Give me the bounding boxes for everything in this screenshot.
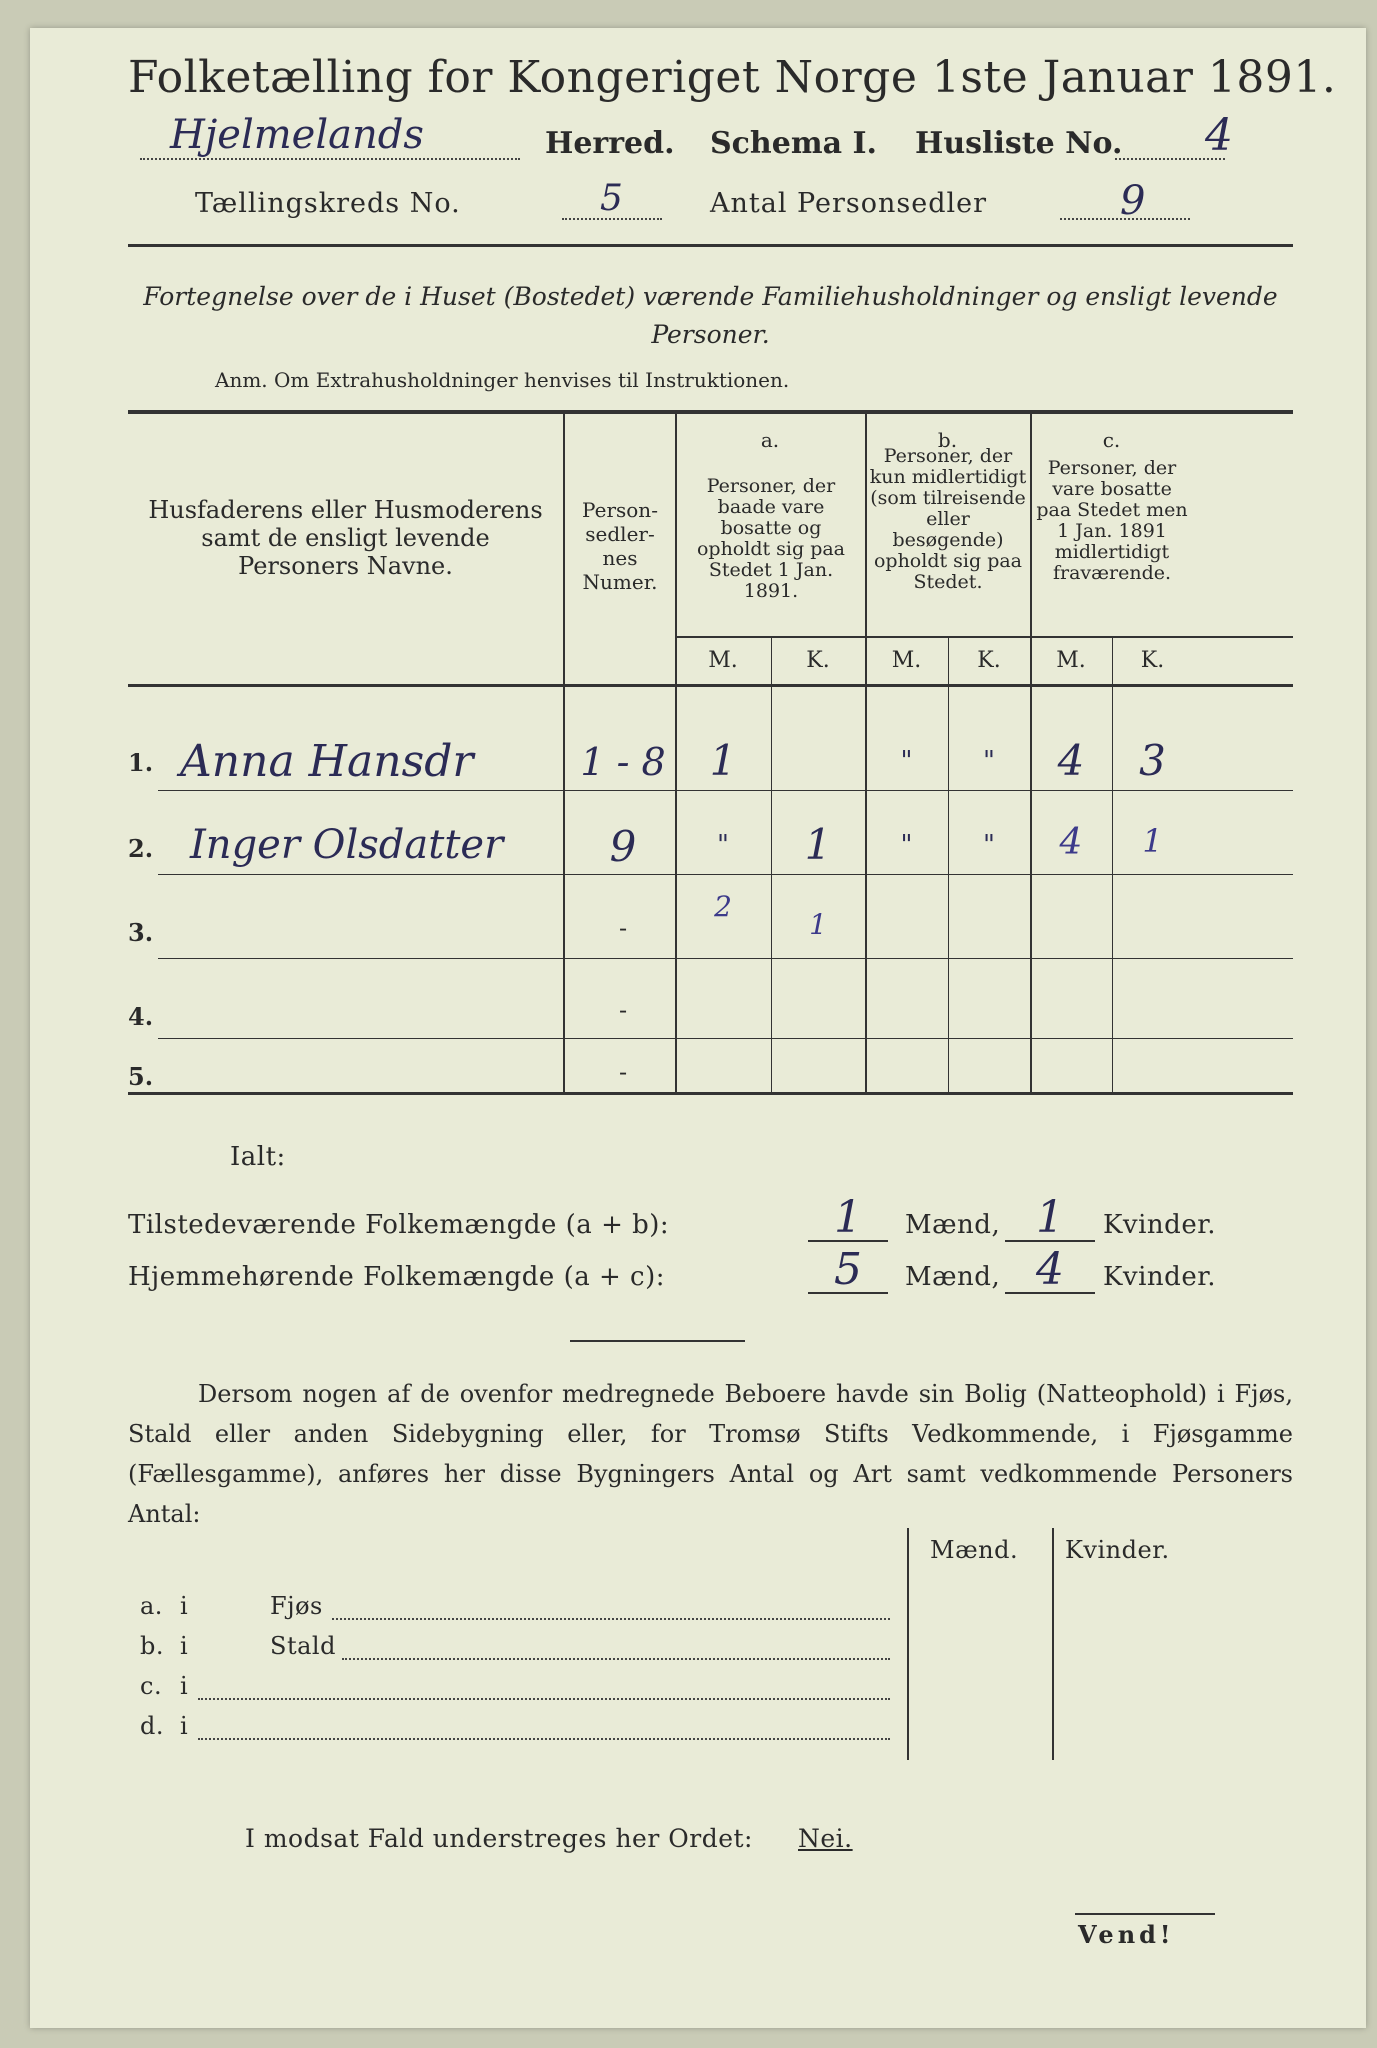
col-b-k: K. xyxy=(977,648,1001,673)
row-name: Anna Hansdr xyxy=(180,736,474,787)
hjemme-maend: Mænd, xyxy=(905,1262,1001,1292)
building-label: Stald xyxy=(270,1632,336,1660)
header-rule xyxy=(128,244,1293,247)
row-numer: - xyxy=(618,1058,628,1086)
col-c-k: K. xyxy=(1140,648,1165,673)
row-line xyxy=(158,874,1293,875)
building-dotline xyxy=(332,1618,890,1620)
building-dotline xyxy=(342,1658,890,1660)
row-line xyxy=(158,958,1293,959)
tilstede-m: 1 xyxy=(834,1192,862,1243)
vend-rule xyxy=(1075,1913,1215,1915)
mk-rule xyxy=(675,636,1293,638)
modsat-label: I modsat Fald understreges her Ordet: xyxy=(245,1824,753,1853)
buildings-kvinder-header: Kvinder. xyxy=(1065,1536,1170,1564)
building-dotline xyxy=(198,1738,890,1740)
antal-value: 9 xyxy=(1120,178,1146,224)
intro-note: Anm. Om Extrahusholdninger henvises til Instruktionen. xyxy=(215,368,790,392)
header-a: Personer, der baade vare bosatte og opholdt sig paa Stedet 1 Jan. 1891. xyxy=(696,475,846,602)
building-letter: c. xyxy=(140,1672,163,1700)
header-b: Personer, der kun midlertidigt (som tilreisende eller besøgende) opholdt sig paa Stedet. xyxy=(869,445,1027,593)
row-numer: - xyxy=(618,996,628,1024)
form-title: Folketælling for Kongeriget Norge 1ste Januar 1891. xyxy=(128,52,1337,103)
buildings-paragraph: Dersom nogen af de ovenfor medregnede Beboere havde sin Bolig (Natteophold) i Fjøs, Stald eller anden Sidebygning eller, for Tromsø Stifts Vedkommende, i Fjøsgamme (Fællesgamme), anføres her disse Bygningers Antal og Art samt vedkommende Personers Antal: xyxy=(128,1380,1293,1528)
antal-label: Antal Personsedler xyxy=(710,188,988,219)
row-numer: - xyxy=(618,914,628,942)
table-top-rule xyxy=(128,410,1293,414)
hjemme-kvinder: Kvinder. xyxy=(1103,1262,1217,1292)
hjemme-label: Hjemmehørende Folkemængde (a + c): xyxy=(128,1262,665,1292)
table-header-rule xyxy=(128,684,1293,687)
buildings-maend-header: Mænd. xyxy=(930,1536,1019,1564)
col-divider xyxy=(1112,636,1113,1094)
cell-b-k: " xyxy=(983,746,995,776)
herred-label: Herred. xyxy=(545,126,675,161)
row-name: Inger Olsdatter xyxy=(190,822,504,868)
cell-c-m: 4 xyxy=(1059,822,1083,863)
husliste-value: 4 xyxy=(1205,110,1233,161)
row-numer: 1 - 8 xyxy=(580,740,666,784)
nei-word: Nei. xyxy=(798,1824,853,1853)
building-letter: b. xyxy=(140,1632,164,1660)
building-label: Fjøs xyxy=(270,1592,323,1620)
cell-a-m: " xyxy=(717,830,729,860)
cell-c-k: 3 xyxy=(1139,736,1166,785)
row-line xyxy=(158,1038,1293,1039)
row-number: 2. xyxy=(128,834,154,863)
cell-b-m: " xyxy=(900,746,913,776)
herred-dotline xyxy=(140,158,520,160)
cell-c-m: 4 xyxy=(1057,736,1085,785)
row-line xyxy=(158,790,1293,791)
cell-a-k: 1 xyxy=(809,908,827,941)
col-c-m: M. xyxy=(1056,648,1086,673)
building-prefix: i xyxy=(180,1712,189,1740)
hjemme-k: 4 xyxy=(1036,1244,1064,1295)
cell-a-k: 1 xyxy=(804,820,832,869)
vend-label: Vend! xyxy=(1078,1920,1175,1949)
header-c: Personer, der vare bosatte paa Stedet men 1 Jan. 1891 midlertidigt fraværende. xyxy=(1036,457,1188,584)
header-c-letter: c. xyxy=(1102,428,1121,452)
cell-a-m: 2 xyxy=(714,890,732,923)
header-a-letter: a. xyxy=(760,428,780,452)
ialt-label: Ialt: xyxy=(230,1142,286,1172)
herred-value: Hjelmelands xyxy=(170,112,424,158)
row-number: 1. xyxy=(128,748,154,777)
col-divider xyxy=(563,412,565,1094)
buildings-col-divider xyxy=(907,1528,909,1760)
building-prefix: i xyxy=(180,1672,189,1700)
section-divider xyxy=(570,1340,745,1342)
census-form-page xyxy=(30,28,1366,2028)
col-divider xyxy=(948,636,949,1094)
tilstede-maend: Mænd, xyxy=(905,1210,1001,1240)
hjemme-m: 5 xyxy=(834,1244,862,1295)
tilstede-label: Tilstedeværende Folkemængde (a + b): xyxy=(128,1210,670,1240)
building-prefix: i xyxy=(180,1632,189,1660)
kreds-label: Tællingskreds No. xyxy=(195,188,461,219)
kreds-value: 5 xyxy=(600,178,623,219)
schema-label: Schema I. xyxy=(710,126,877,161)
header-numer: Person-sedler-nes Numer. xyxy=(582,498,658,594)
row-number: 5. xyxy=(128,1062,154,1091)
cell-a-m: 1 xyxy=(709,736,737,785)
husliste-label: Husliste No. xyxy=(915,126,1123,161)
cell-c-k: 1 xyxy=(1142,822,1163,860)
row-number: 3. xyxy=(128,918,154,947)
col-a-k: K. xyxy=(806,648,830,673)
building-dotline xyxy=(198,1698,890,1700)
building-letter: d. xyxy=(140,1712,164,1740)
col-b-m: M. xyxy=(891,648,922,673)
header-name: Husfaderens eller Husmoderens samt de ensligt levende Personers Navne. xyxy=(148,496,543,580)
row-numer: 9 xyxy=(609,822,637,871)
col-a-m: M. xyxy=(708,648,738,673)
building-prefix: i xyxy=(180,1592,189,1620)
tilstede-k: 1 xyxy=(1036,1192,1064,1243)
table-bottom-rule xyxy=(128,1092,1293,1095)
intro-heading: Fortegnelse over de i Huset (Bostedet) værende Familiehusholdninger og ensligt levende Personer. xyxy=(143,282,1278,349)
header-b-letter: b. xyxy=(937,428,958,452)
buildings-col-divider xyxy=(1052,1528,1054,1760)
cell-b-k: " xyxy=(983,830,995,860)
cell-b-m: " xyxy=(900,830,913,860)
building-letter: a. xyxy=(140,1592,163,1620)
row-number: 4. xyxy=(128,1002,154,1031)
tilstede-kvinder: Kvinder. xyxy=(1103,1210,1217,1240)
